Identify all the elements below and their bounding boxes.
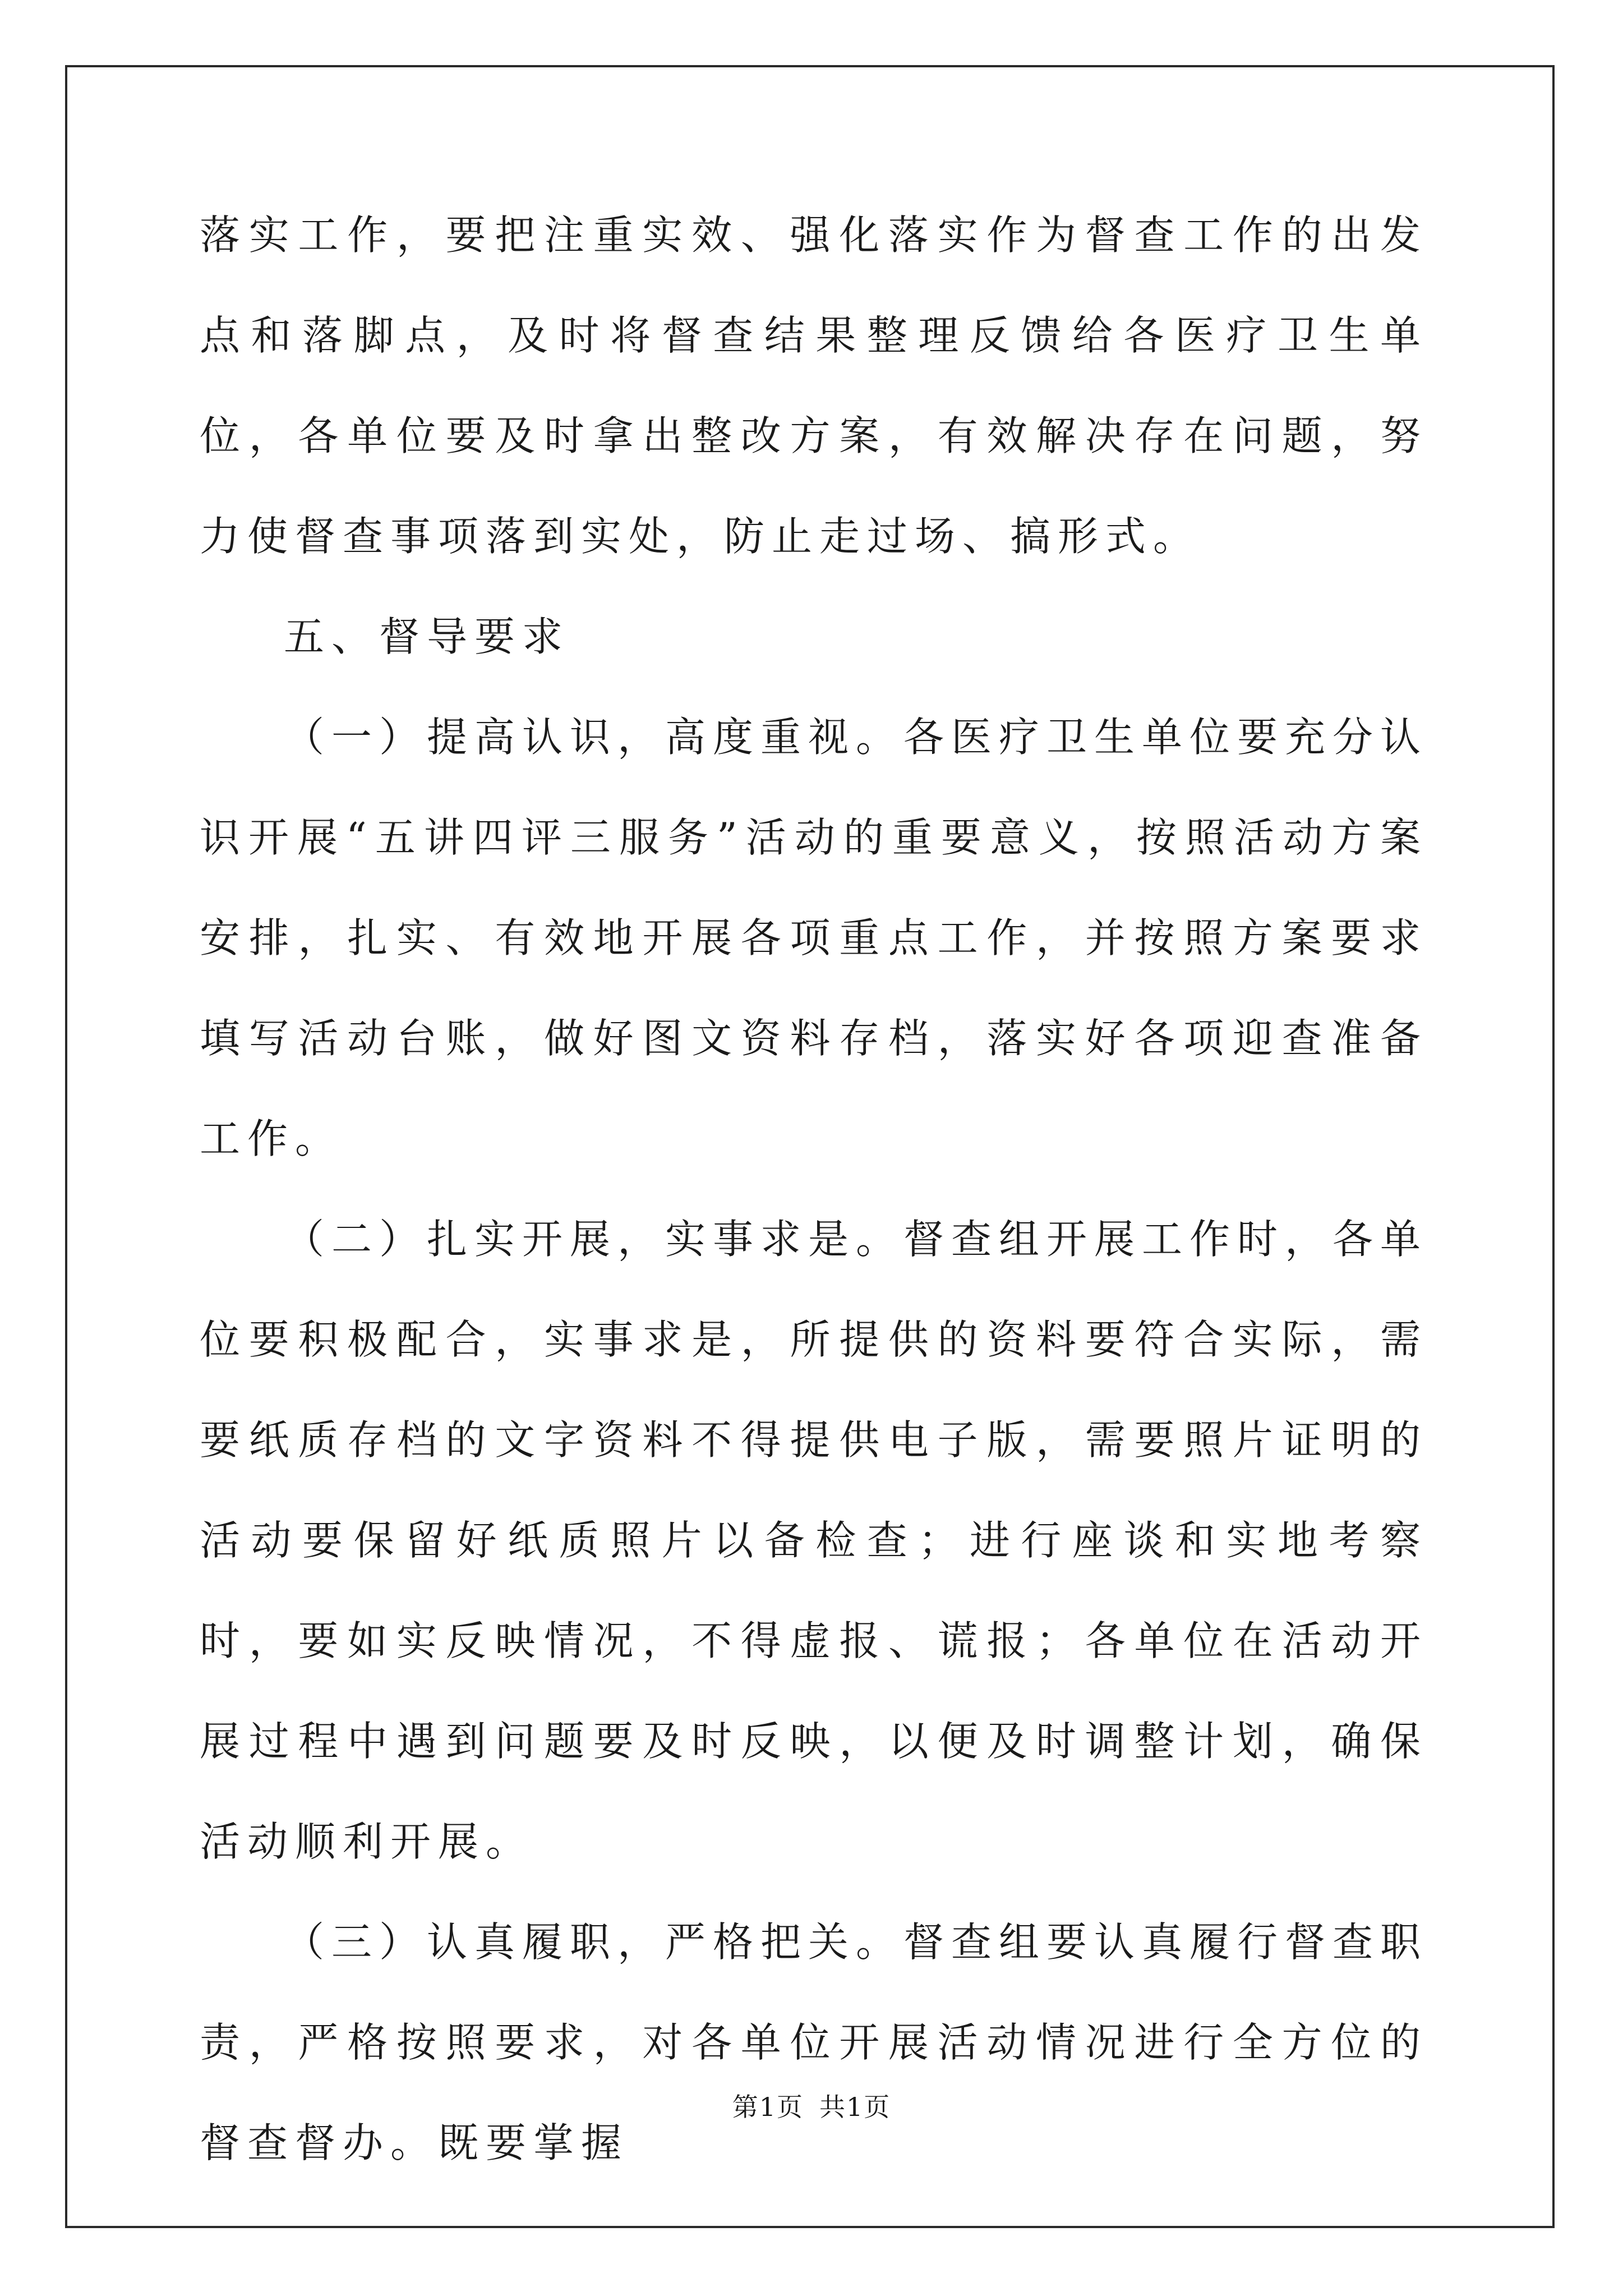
- paragraph-requirement-2: （二）扎实开展，实事求是。督查组开展工作时，各单位要积极配合，实事求是，所提供的资料要符合实际，需要纸质存档的文字资料不得提供电子版，需要照片证明的活动要保留好纸质照片以备检查；进行座谈和实地考察时，要如实反映情况，不得虚报、谎报；各单位在活动开展过程中遇到问题要及时反映，以便及时调整计划，确保活动顺利开展。: [200, 1216, 1428, 1865]
- document-body: [200, 185, 1428, 2193]
- page-total: 共1页: [819, 2092, 891, 2122]
- paragraph-requirement-3: （三）认真履职，严格把关。督查组要认真履行督查职责，严格按照要求，对各单位开展活动情况进行全方位的督查督办。既要掌握: [200, 1918, 1428, 2166]
- paragraph-requirement-1: （一）提高认识，高度重视。各医疗卫生单位要充分认识开展“五讲四评三服务”活动的重要意义，按照活动方案安排，扎实、有效地开展各项重点工作，并按照方案要求填写活动台账，做好图文资料存档，落实好各项迎查准备工作。: [200, 714, 1428, 1162]
- page-number: 第1页: [732, 2092, 804, 2122]
- section-heading: 五、督导要求: [284, 613, 570, 660]
- page-footer: [0, 2087, 1623, 2124]
- paragraph-1: 落实工作，要把注重实效、强化落实作为督查工作的出发点和落脚点，及时将督查结果整理反馈给各医疗卫生单位，各单位要及时拿出整改方案，有效解决存在问题，努力使督查事项落到实处，防止走过场、搞形式。: [200, 211, 1428, 560]
